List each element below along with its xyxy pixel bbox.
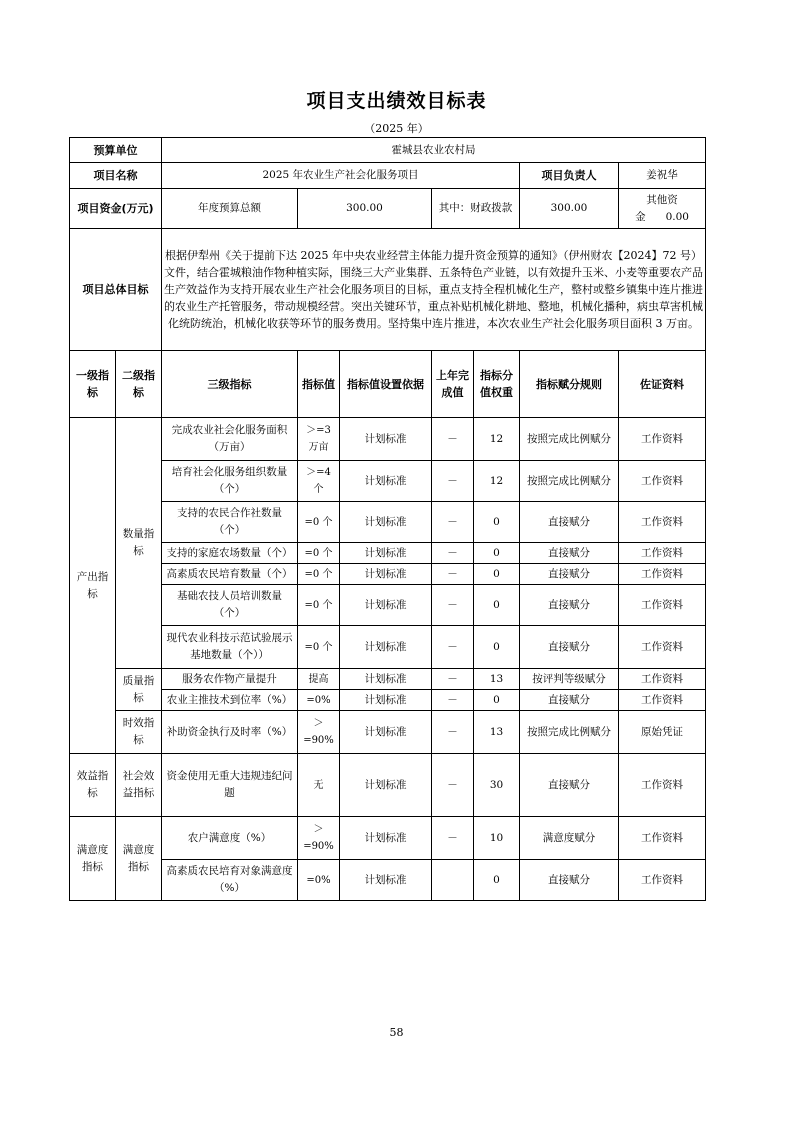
indicator-rule: 直接赋分 xyxy=(520,585,619,626)
indicator-value: ＞=90% xyxy=(298,817,340,860)
indicator-weight: 10 xyxy=(474,817,520,860)
unit-value: 霍城县农业农村局 xyxy=(162,138,706,163)
group-quality: 质量指标 xyxy=(116,669,162,711)
indicator-evidence: 工作资料 xyxy=(619,817,706,860)
indicator-value: =0 个 xyxy=(298,564,340,585)
indicator-name: 农业主推技术到位率（%） xyxy=(162,690,298,711)
indicator-prev: － xyxy=(432,690,474,711)
leader-value: 姜祝华 xyxy=(619,163,706,189)
group-output: 产出指标 xyxy=(70,418,116,754)
indicator-value: =0 个 xyxy=(298,626,340,669)
indicator-weight: 0 xyxy=(474,690,520,711)
indicator-weight: 30 xyxy=(474,754,520,817)
indicator-name: 培育社会化服务组织数量（个） xyxy=(162,461,298,502)
other-funds-label: 其他资金 xyxy=(635,193,678,223)
indicator-value: =0 个 xyxy=(298,502,340,543)
indicator-basis: 计划标准 xyxy=(340,564,432,585)
col-value: 指标值 xyxy=(298,351,340,418)
indicator-basis: 计划标准 xyxy=(340,690,432,711)
indicator-name: 现代农业科技示范试验展示基地数量（个）） xyxy=(162,626,298,669)
indicator-evidence: 工作资料 xyxy=(619,585,706,626)
indicator-rule: 按照完成比例赋分 xyxy=(520,461,619,502)
indicator-value: =0% xyxy=(298,690,340,711)
group-satisfaction-level2: 满意度指标 xyxy=(116,817,162,901)
page-number: 58 xyxy=(389,1026,404,1039)
indicator-value: 无 xyxy=(298,754,340,817)
indicator-weight: 12 xyxy=(474,418,520,461)
col-level2: 二级指标 xyxy=(116,351,162,418)
funds-label: 项目资金(万元) xyxy=(70,189,162,229)
indicator-basis: 计划标准 xyxy=(340,502,432,543)
group-benefit: 效益指标 xyxy=(70,754,116,817)
indicator-prev: － xyxy=(432,669,474,690)
indicator-prev: － xyxy=(432,711,474,754)
indicator-value: =0% xyxy=(298,860,340,901)
indicator-name: 农户满意度（%） xyxy=(162,817,298,860)
indicator-evidence: 工作资料 xyxy=(619,754,706,817)
leader-label: 项目负责人 xyxy=(520,163,619,189)
indicator-name: 支持的家庭农场数量（个） xyxy=(162,543,298,564)
col-evidence: 佐证资料 xyxy=(619,351,706,418)
indicator-value: =0 个 xyxy=(298,543,340,564)
annual-budget-value: 300.00 xyxy=(298,189,432,229)
indicator-evidence: 工作资料 xyxy=(619,418,706,461)
indicator-basis: 计划标准 xyxy=(340,817,432,860)
indicator-name: 高素质农民培育对象满意度（%） xyxy=(162,860,298,901)
indicator-basis: 计划标准 xyxy=(340,418,432,461)
indicator-rule: 满意度赋分 xyxy=(520,817,619,860)
indicator-basis: 计划标准 xyxy=(340,585,432,626)
indicator-evidence: 工作资料 xyxy=(619,626,706,669)
indicator-basis: 计划标准 xyxy=(340,669,432,690)
group-satisfaction: 满意度指标 xyxy=(70,817,116,901)
other-funds-cell xyxy=(619,189,706,229)
col-level3: 三级指标 xyxy=(162,351,298,418)
indicator-prev: － xyxy=(432,564,474,585)
year-label: （2025 年） xyxy=(364,122,429,135)
indicator-weight: 13 xyxy=(474,669,520,690)
indicator-weight: 12 xyxy=(474,461,520,502)
col-weight: 指标分值权重 xyxy=(474,351,520,418)
indicator-prev: － xyxy=(432,626,474,669)
other-funds-value: 0.00 xyxy=(665,210,689,223)
indicator-weight: 0 xyxy=(474,626,520,669)
project-name-value: 2025 年农业生产社会化服务项目 xyxy=(162,163,520,189)
indicator-basis: 计划标准 xyxy=(340,626,432,669)
indicator-name: 支持的农民合作社数量（个） xyxy=(162,502,298,543)
indicator-evidence: 工作资料 xyxy=(619,690,706,711)
indicator-rule: 按照完成比例赋分 xyxy=(520,418,619,461)
annual-budget-label: 年度预算总额 xyxy=(162,189,298,229)
indicator-evidence: 工作资料 xyxy=(619,669,706,690)
indicator-rule: 直接赋分 xyxy=(520,860,619,901)
fiscal-label: 其中：财政拨款 xyxy=(432,189,520,229)
group-quantity: 数量指标 xyxy=(116,418,162,669)
project-name-label: 项目名称 xyxy=(70,163,162,189)
indicator-prev: － xyxy=(432,754,474,817)
indicator-rule: 直接赋分 xyxy=(520,690,619,711)
indicator-evidence: 工作资料 xyxy=(619,461,706,502)
indicator-value: 提高 xyxy=(298,669,340,690)
indicator-name: 服务农作物产量提升 xyxy=(162,669,298,690)
indicator-basis: 计划标准 xyxy=(340,711,432,754)
indicator-value: ＞=90% xyxy=(298,711,340,754)
indicator-rule: 直接赋分 xyxy=(520,626,619,669)
indicator-prev: － xyxy=(432,502,474,543)
indicator-rule: 直接赋分 xyxy=(520,543,619,564)
indicator-evidence: 原始凭证 xyxy=(619,711,706,754)
goal-text: 根据伊犁州《关于提前下达 2025 年中央农业经营主体能力提升资金预算的通知》（伊州财农【2024】72 号）文件，结合霍城粮油作物种植实际，围绕三大产业集群、五条特色产业链，以有效提升玉米、小麦等重要农产品生产效益作为支持开展农业生产社会化服务项目的目标，重点支持全程机械化生产，整村或整乡镇集中连片推进的农业生产托管服务，带动规模经营。突出关键环节，重点补贴机械化耕地、整地，机械化播种，病虫草害机械化统防统治，机械化收获等环节的服务费用。坚持集中连片推进，本次农业生产社会化服务项目面积 3 万亩。 xyxy=(162,229,706,351)
indicator-weight: 0 xyxy=(474,564,520,585)
col-basis: 指标值设置依据 xyxy=(340,351,432,418)
indicator-value: ＞=4 个 xyxy=(298,461,340,502)
group-timeliness: 时效指标 xyxy=(116,711,162,754)
indicator-evidence: 工作资料 xyxy=(619,860,706,901)
fiscal-value: 300.00 xyxy=(520,189,619,229)
indicator-basis: 计划标准 xyxy=(340,461,432,502)
indicator-weight: 0 xyxy=(474,585,520,626)
indicator-weight: 13 xyxy=(474,711,520,754)
performance-table xyxy=(69,137,706,901)
indicator-rule: 按照完成比例赋分 xyxy=(520,711,619,754)
indicator-prev: － xyxy=(432,817,474,860)
indicator-rule: 直接赋分 xyxy=(520,502,619,543)
indicator-value: ＞=3 万亩 xyxy=(298,418,340,461)
indicator-name: 资金使用无重大违规违纪问题 xyxy=(162,754,298,817)
indicator-rule: 直接赋分 xyxy=(520,564,619,585)
indicator-rule: 直接赋分 xyxy=(520,754,619,817)
indicator-prev: － xyxy=(432,543,474,564)
indicator-prev: － xyxy=(432,585,474,626)
indicator-weight: 0 xyxy=(474,543,520,564)
indicator-prev: － xyxy=(432,418,474,461)
indicator-prev: － xyxy=(432,461,474,502)
col-level1: 一级指标 xyxy=(70,351,116,418)
indicator-name: 补助资金执行及时率（%） xyxy=(162,711,298,754)
indicator-evidence: 工作资料 xyxy=(619,502,706,543)
unit-label: 预算单位 xyxy=(70,138,162,163)
indicator-name: 高素质农民培育数量（个） xyxy=(162,564,298,585)
indicator-evidence: 工作资料 xyxy=(619,543,706,564)
col-rule: 指标赋分规则 xyxy=(520,351,619,418)
page-title: 项目支出绩效目标表 xyxy=(306,90,487,112)
goal-label: 项目总体目标 xyxy=(70,229,162,351)
indicator-basis: 计划标准 xyxy=(340,543,432,564)
indicator-name: 完成农业社会化服务面积（万亩） xyxy=(162,418,298,461)
indicator-name: 基础农技人员培训数量（个） xyxy=(162,585,298,626)
indicator-weight: 0 xyxy=(474,860,520,901)
indicator-value: =0 个 xyxy=(298,585,340,626)
group-social-benefit: 社会效益指标 xyxy=(116,754,162,817)
indicator-prev xyxy=(432,860,474,901)
col-prev: 上年完成值 xyxy=(432,351,474,418)
indicator-rule: 按评判等级赋分 xyxy=(520,669,619,690)
indicator-evidence: 工作资料 xyxy=(619,564,706,585)
indicator-basis: 计划标准 xyxy=(340,754,432,817)
indicator-basis: 计划标准 xyxy=(340,860,432,901)
indicator-weight: 0 xyxy=(474,502,520,543)
